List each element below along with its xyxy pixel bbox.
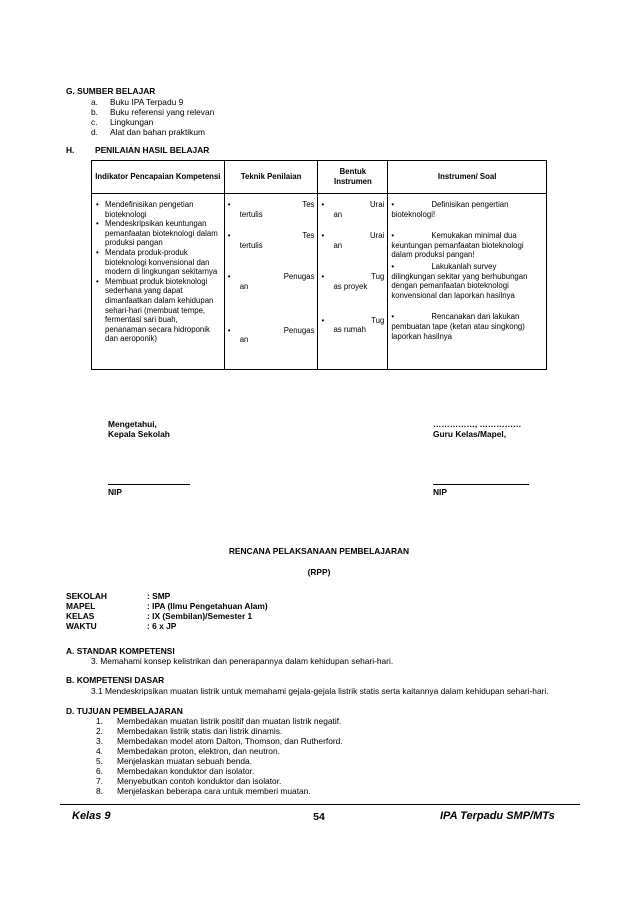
tujuan-number: 3. xyxy=(96,736,103,746)
signature-left-line xyxy=(108,484,190,485)
signature-right-nip: NIP xyxy=(433,487,447,497)
signature-left-title: Kepala Sekolah xyxy=(108,429,170,439)
teknik-item: Penugas xyxy=(283,272,315,282)
info-label: KELAS xyxy=(66,611,95,621)
soal-item: Rencanakan dan lakukan xyxy=(431,312,520,322)
tujuan-item: Membedakan konduktor dan isolator. xyxy=(117,766,255,776)
tujuan-number: 7. xyxy=(96,776,103,786)
column-header: Teknik Penilaian xyxy=(224,161,318,194)
teknik-item-cont: tertulis xyxy=(239,209,263,219)
bentuk-item: Urai xyxy=(370,231,385,241)
bentuk-item-cont: an xyxy=(333,209,343,219)
bentuk-item: Tug xyxy=(371,272,385,282)
info-label: WAKTU xyxy=(66,621,97,631)
tujuan-number: 4. xyxy=(96,746,103,756)
sumber-item: Buku IPA Terpadu 9 xyxy=(110,97,184,107)
sumber-item: Alat dan bahan praktikum xyxy=(110,127,205,137)
assessment-table xyxy=(91,160,547,370)
rpp-subtitle: (RPP) xyxy=(307,567,331,577)
indikator-cell xyxy=(92,194,225,370)
tujuan-item: Membedakan proton, elektron, dan neutron. xyxy=(117,746,280,756)
bentuk-item: Tug xyxy=(371,315,385,325)
tujuan-item: Membedakan model atom Dalton, Thomson, dan Rutherford. xyxy=(117,736,343,746)
section-d-heading: D. TUJUAN PEMBELAJARAN xyxy=(66,706,183,716)
sumber-item: Buku referensi yang relevan xyxy=(110,107,215,117)
tujuan-number: 6. xyxy=(96,766,103,776)
tujuan-item: Menjelaskan muatan sebuah benda. xyxy=(117,756,253,766)
sumber-marker: d. xyxy=(91,127,98,137)
tujuan-number: 2. xyxy=(96,726,103,736)
info-value: : IPA (Ilmu Pengetahuan Alam) xyxy=(147,601,268,611)
tujuan-item: Menyebutkan contoh konduktor dan isolator. xyxy=(117,776,282,786)
indikator-item: • Mendeskripsikan keuntungan pemanfaatan bioteknologi dalam produksi pangan xyxy=(105,219,221,248)
soal-item-cont: dilingkungan sekitar yang berhubungan dengan pemanfaatan bioteknologi konvensional dan laporkan hasilnya xyxy=(391,271,528,300)
teknik-item-cont: an xyxy=(239,335,249,345)
soal-item-cont: keuntungan pemanfaatan bioteknologi dalam produksi pangan! xyxy=(391,240,524,260)
teknik-item: Penugas xyxy=(283,325,315,335)
sumber-marker: b. xyxy=(91,107,98,117)
bentuk-item: Urai xyxy=(370,200,385,209)
tujuan-number: 5. xyxy=(96,756,103,766)
footer-rule xyxy=(60,804,580,805)
signature-left-nip: NIP xyxy=(108,487,122,497)
page-number: 54 xyxy=(313,811,325,823)
section-g-heading: G. SUMBER BELAJAR xyxy=(66,86,156,96)
signature-right-date: ……………, …………… xyxy=(433,419,522,429)
table-row xyxy=(92,194,547,370)
section-h-heading: PENILAIAN HASIL BELAJAR xyxy=(95,145,210,155)
signature-left-label: Mengetahui, xyxy=(108,419,157,429)
signature-right-line xyxy=(433,484,529,485)
tujuan-item: Membedakan muatan listrik positif dan muatan listrik negatif. xyxy=(117,716,342,726)
bentuk-item-cont: an xyxy=(333,240,343,250)
sumber-item: Lingkungan xyxy=(110,117,154,127)
footer-right: IPA Terpadu SMP/MTs xyxy=(440,810,555,822)
teknik-cell: • Tes tertulis • Tes tertulis • Penugas an • Penugas an xyxy=(224,194,318,370)
indikator-item: • Mendefinisikan pengetian bioteknologi xyxy=(105,200,221,219)
soal-item: Definisikan pengertian xyxy=(431,200,509,209)
info-value: : IX (Sembilan)/Semester 1 xyxy=(147,611,253,621)
bentuk-cell: • Urai an • Urai an • Tug as proyek • Tug as rumah xyxy=(318,194,388,370)
info-value: : 6 x JP xyxy=(147,621,177,631)
sumber-marker: c. xyxy=(91,117,98,127)
tujuan-item: Menjelaskan beberapa cara untuk memberi muatan. xyxy=(117,786,311,796)
footer-left: Kelas 9 xyxy=(72,810,111,822)
soal-item-cont: pembuatan tape (ketan atau singkong) laporkan hasilnya xyxy=(391,321,525,341)
indikator-item: • Mendata produk-produk bioteknologi konvensional dan modern di lingkungan sekitarnya xyxy=(105,248,221,277)
teknik-item: Tes xyxy=(302,200,315,209)
signature-right-title: Guru Kelas/Mapel, xyxy=(433,429,507,439)
section-b-text: 3.1 Mendeskripsikan muatan listrik untuk memahami gejala-gejala listrik statis serta kaitannya dalam kehidupan sehari-hari. xyxy=(91,686,549,696)
bentuk-item-cont: as proyek xyxy=(333,281,368,291)
tujuan-item: Membedakan listrik statis dan listrik dinamis. xyxy=(117,726,283,736)
table-header-row xyxy=(92,161,547,194)
teknik-item: Tes xyxy=(302,231,315,241)
soal-item: Lakukanlah survey xyxy=(431,261,497,271)
section-a-heading: A. STANDAR KOMPETENSI xyxy=(66,646,175,656)
teknik-item-cont: an xyxy=(239,281,249,291)
column-header: Indikator Pencapaian Kompetensi xyxy=(92,161,225,194)
info-label: SEKOLAH xyxy=(66,591,107,601)
info-label: MAPEL xyxy=(66,601,96,611)
section-b-heading: B. KOMPETENSI DASAR xyxy=(66,675,165,685)
soal-item: Kemukakan minimal dua xyxy=(431,231,517,241)
column-header: Bentuk Instrumen xyxy=(318,161,388,194)
indikator-item: • Membuat produk bioteknologi sederhana yang dapat dimanfaatkan dalam kehidupan sehari-hari (membuat tempe, fermentasi sari buah, penanaman secara hidroponik dan aeroponik) xyxy=(105,277,221,344)
soal-item-cont: bioteknologi! xyxy=(391,209,436,219)
sumber-marker: a. xyxy=(91,97,98,107)
info-value: : SMP xyxy=(147,591,171,601)
tujuan-number: 8. xyxy=(96,786,103,796)
tujuan-number: 1. xyxy=(96,716,103,726)
column-header: Instrumen/ Soal xyxy=(388,161,547,194)
section-a-text: 3. Memahami konsep kelistrikan dan penerapannya dalam kehidupan sehari-hari. xyxy=(91,656,394,666)
teknik-item-cont: tertulis xyxy=(239,240,263,250)
soal-cell: • Definisikan pengertian bioteknologi! • Kemukakan minimal dua keuntungan pemanfaatan bioteknologi dalam produksi pangan! • Lakukanlah survey dilingkungan sekitar yang berhubungan dengan pemanfaatan bioteknologi konvensional dan laporkan hasilnya • Rencanakan dan lakukan pembuatan tape (ketan atau singkong) laporkan hasilnya xyxy=(388,194,547,370)
section-h-marker: H. xyxy=(66,145,75,155)
bentuk-item-cont: as rumah xyxy=(333,325,366,335)
rpp-title: RENCANA PELAKSANAAN PEMBELAJARAN xyxy=(228,546,410,556)
